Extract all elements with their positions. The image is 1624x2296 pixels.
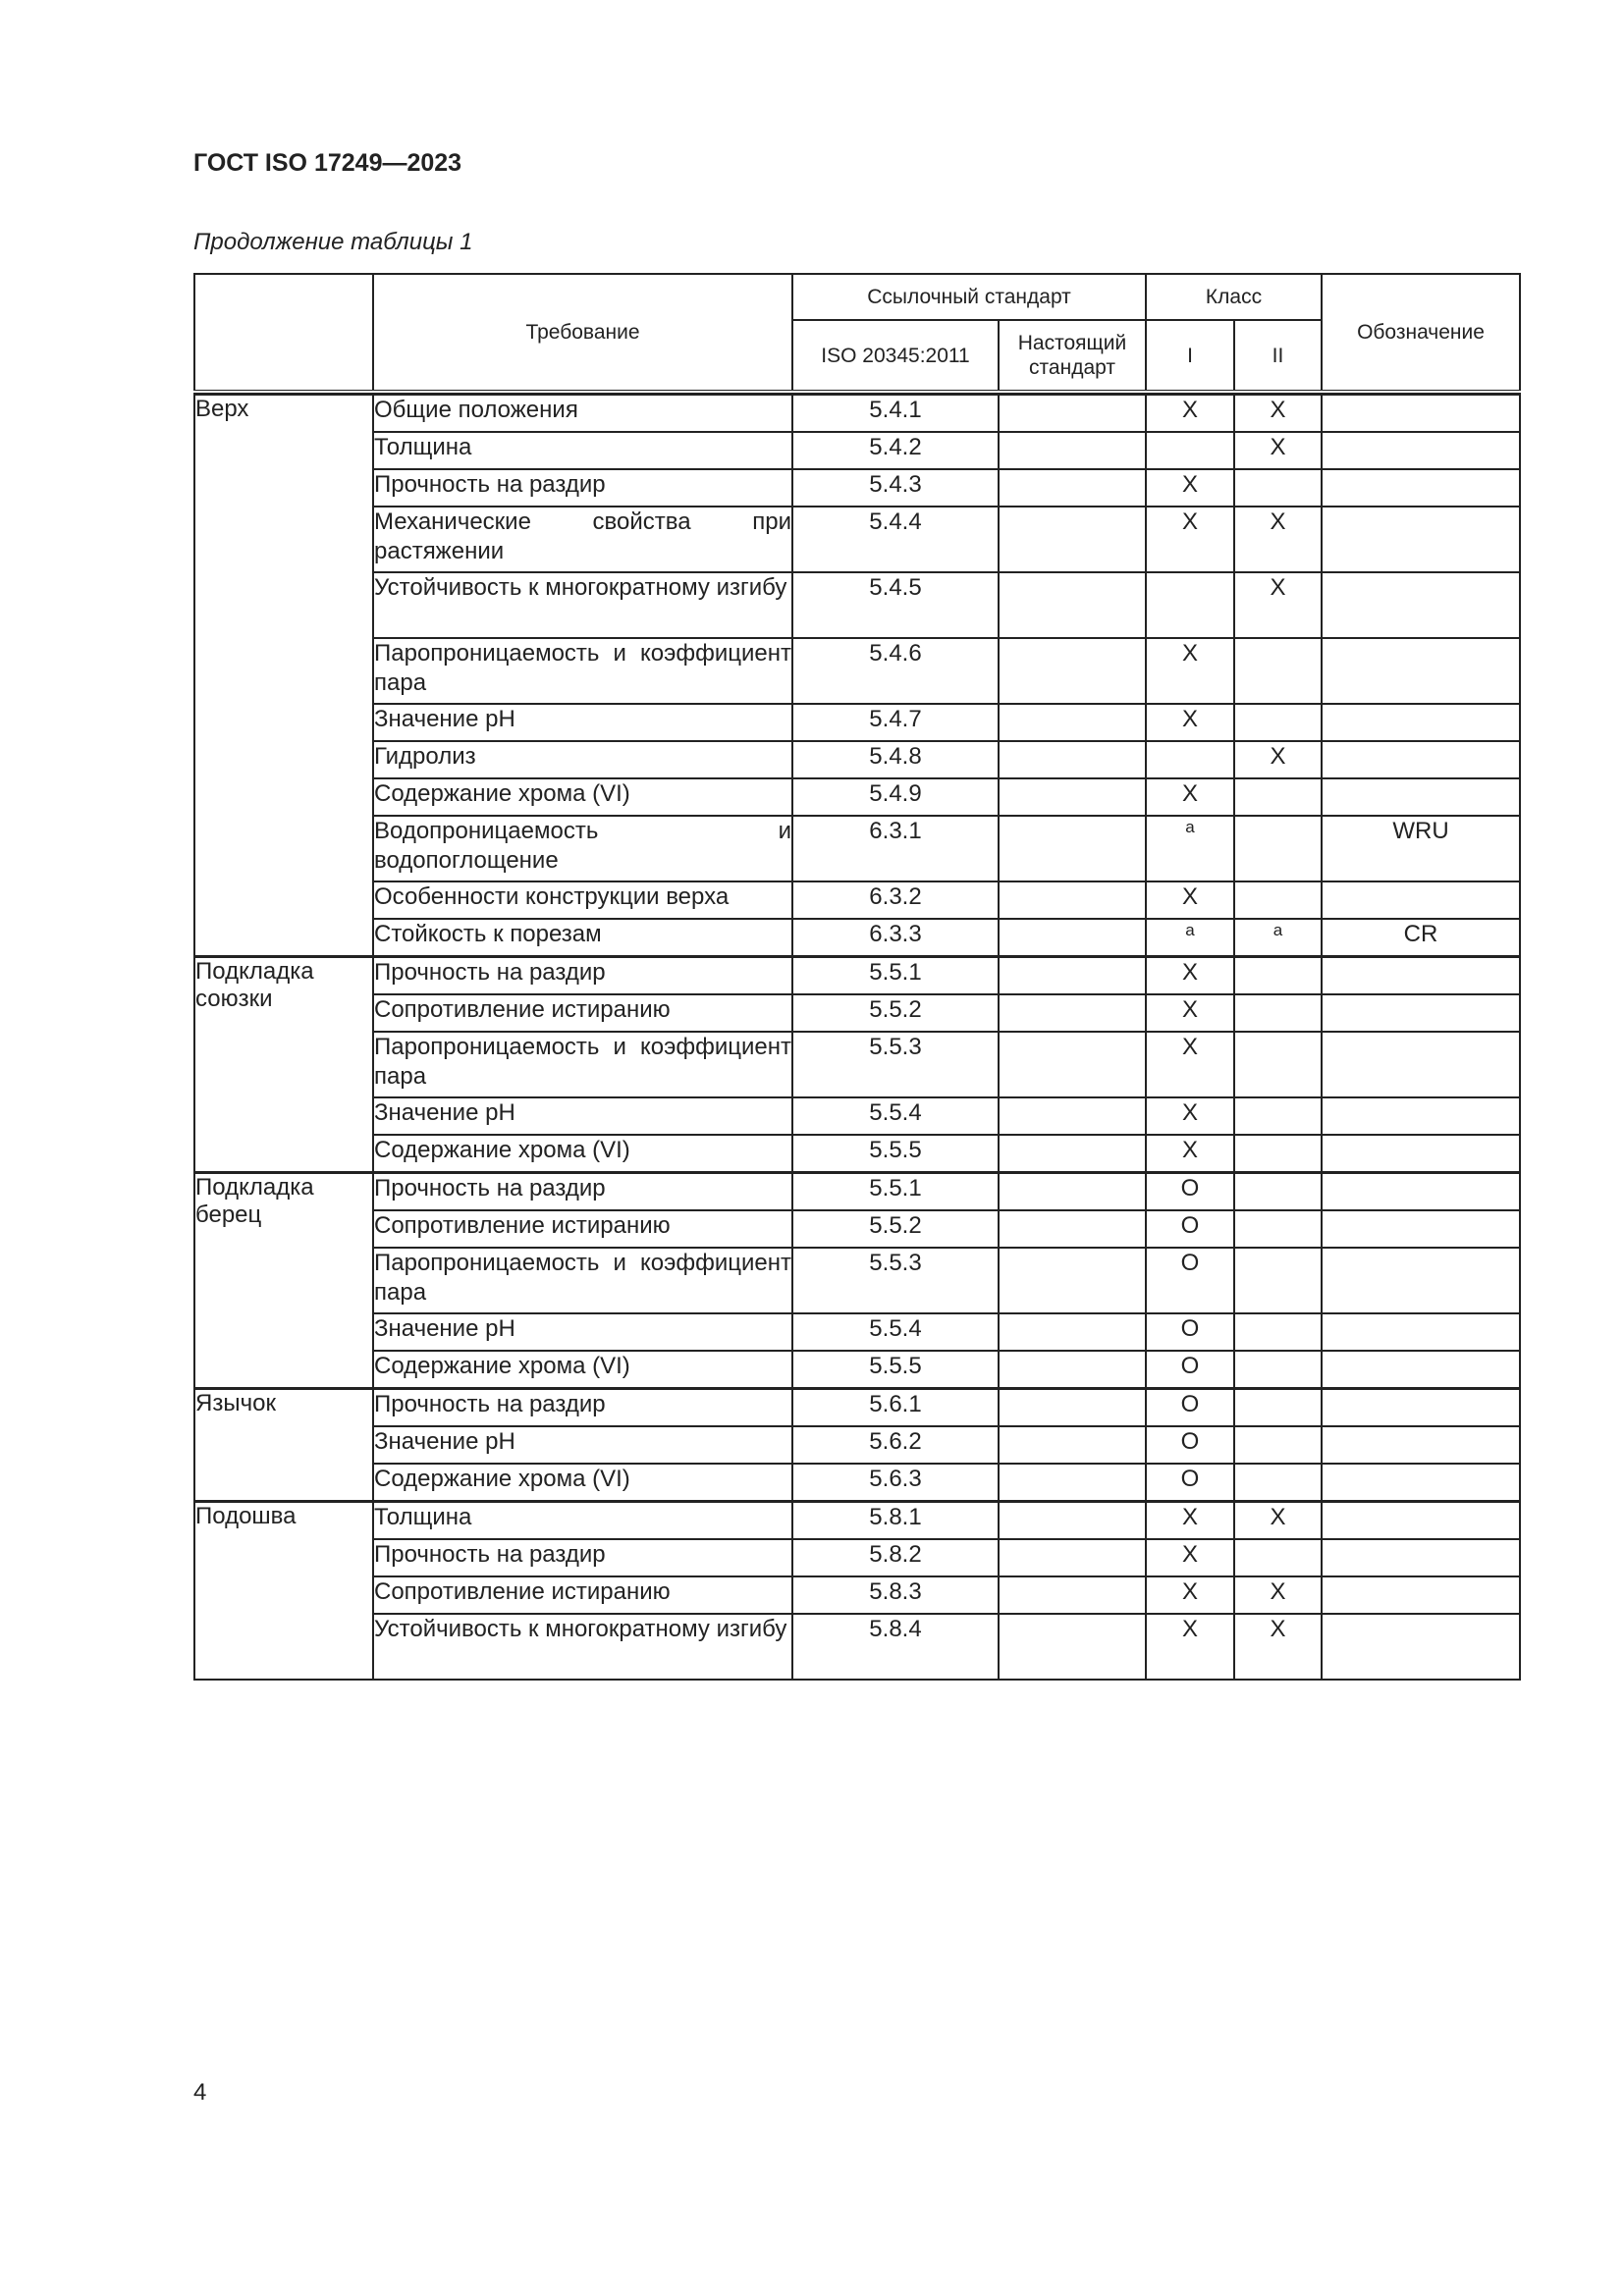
table-row (194, 1614, 1520, 1680)
header-class: Класс (1146, 274, 1322, 320)
requirement-cell: Водопроницаемость и водопоглощение (373, 816, 792, 881)
iso-clause-cell: 5.5.5 (792, 1135, 999, 1173)
designation-cell (1322, 881, 1520, 919)
current-standard-cell (999, 957, 1146, 995)
requirement-cell: Толщина (373, 1502, 792, 1540)
class-2-cell (1234, 778, 1322, 816)
iso-clause-cell: 5.4.7 (792, 704, 999, 741)
class-2-cell (1234, 1210, 1322, 1248)
current-standard-cell (999, 1248, 1146, 1313)
requirement-cell: Прочность на раздир (373, 1389, 792, 1427)
current-standard-cell (999, 1351, 1146, 1389)
designation-cell (1322, 1032, 1520, 1097)
header-iso: ISO 20345:2011 (792, 320, 999, 392)
current-standard-cell (999, 1614, 1146, 1680)
iso-clause-cell: 5.8.1 (792, 1502, 999, 1540)
table-row (194, 395, 1520, 432)
table-row (194, 704, 1520, 741)
table-row (194, 432, 1520, 469)
class-2-cell: X (1234, 1576, 1322, 1614)
class-1-cell: X (1146, 507, 1234, 572)
class-1-cell: X (1146, 1576, 1234, 1614)
footnote-mark: a (1185, 921, 1195, 939)
class-1-cell: O (1146, 1389, 1234, 1427)
current-standard-cell (999, 1502, 1146, 1540)
requirement-cell: Содержание хрома (VI) (373, 1351, 792, 1389)
iso-clause-cell: 5.6.1 (792, 1389, 999, 1427)
requirement-cell: Устойчивость к многократному изгибу (373, 1614, 792, 1680)
table-row (194, 994, 1520, 1032)
requirement-cell: Паропроницаемость и коэффициент пара (373, 1032, 792, 1097)
iso-clause-cell: 5.5.1 (792, 957, 999, 995)
designation-cell (1322, 572, 1520, 638)
designation-cell (1322, 1351, 1520, 1389)
class-2-cell (1234, 1426, 1322, 1464)
iso-clause-cell: 6.3.3 (792, 919, 999, 957)
designation-cell (1322, 469, 1520, 507)
table-row (194, 919, 1520, 957)
table-row (194, 1313, 1520, 1351)
iso-clause-cell: 5.4.9 (792, 778, 999, 816)
current-standard-cell (999, 469, 1146, 507)
footnote-mark: a (1272, 921, 1283, 939)
table-row (194, 1097, 1520, 1135)
table-row (194, 1135, 1520, 1173)
iso-clause-cell: 5.4.6 (792, 638, 999, 704)
class-1-cell: X (1146, 881, 1234, 919)
table-row (194, 1032, 1520, 1097)
class-1-cell (1146, 919, 1234, 957)
current-standard-cell (999, 994, 1146, 1032)
iso-clause-cell: 5.4.1 (792, 395, 999, 432)
document-code: ГОСТ ISO 17249—2023 (193, 149, 462, 177)
requirement-cell: Сопротивление истиранию (373, 994, 792, 1032)
designation-cell (1322, 778, 1520, 816)
requirement-cell: Особенности конструкции верха (373, 881, 792, 919)
current-standard-cell (999, 816, 1146, 881)
designation-cell (1322, 1614, 1520, 1680)
designation-cell (1322, 1576, 1520, 1614)
iso-clause-cell: 5.4.4 (792, 507, 999, 572)
class-2-cell (1234, 1248, 1322, 1313)
iso-clause-cell: 5.8.4 (792, 1614, 999, 1680)
class-2-cell (1234, 919, 1322, 957)
class-2-cell (1234, 1313, 1322, 1351)
class-1-cell: O (1146, 1426, 1234, 1464)
class-1-cell: O (1146, 1464, 1234, 1502)
table-row (194, 1351, 1520, 1389)
requirement-cell: Прочность на раздир (373, 957, 792, 995)
class-2-cell (1234, 1032, 1322, 1097)
designation-cell (1322, 1135, 1520, 1173)
current-standard-cell (999, 1210, 1146, 1248)
class-1-cell: X (1146, 469, 1234, 507)
class-2-cell: X (1234, 572, 1322, 638)
current-standard-cell (999, 1539, 1146, 1576)
table-row (194, 778, 1520, 816)
iso-clause-cell: 5.5.4 (792, 1313, 999, 1351)
designation-cell (1322, 741, 1520, 778)
iso-clause-cell: 6.3.1 (792, 816, 999, 881)
iso-clause-cell: 5.6.3 (792, 1464, 999, 1502)
current-standard-cell (999, 1389, 1146, 1427)
requirement-cell: Содержание хрома (VI) (373, 1135, 792, 1173)
class-1-cell (1146, 432, 1234, 469)
requirement-cell: Паропроницаемость и коэффициент пара (373, 638, 792, 704)
class-1-cell: O (1146, 1210, 1234, 1248)
current-standard-cell (999, 1032, 1146, 1097)
iso-clause-cell: 5.5.5 (792, 1351, 999, 1389)
requirement-cell: Значение pH (373, 1426, 792, 1464)
designation-cell (1322, 1313, 1520, 1351)
table-row (194, 957, 1520, 995)
class-1-cell: X (1146, 1097, 1234, 1135)
table-row (194, 572, 1520, 638)
iso-clause-cell: 5.5.2 (792, 994, 999, 1032)
current-standard-cell (999, 1576, 1146, 1614)
class-1-cell: X (1146, 1032, 1234, 1097)
requirement-cell: Устойчивость к многократному изгибу (373, 572, 792, 638)
header-designation: Обозначение (1322, 274, 1520, 392)
iso-clause-cell: 6.3.2 (792, 881, 999, 919)
current-standard-cell (999, 572, 1146, 638)
class-1-cell: O (1146, 1173, 1234, 1211)
table-row (194, 1539, 1520, 1576)
table-row (194, 638, 1520, 704)
designation-cell (1322, 1426, 1520, 1464)
requirement-cell: Сопротивление истиранию (373, 1576, 792, 1614)
designation-cell (1322, 704, 1520, 741)
current-standard-cell (999, 395, 1146, 432)
class-2-cell (1234, 1135, 1322, 1173)
table-row (194, 1502, 1520, 1540)
requirement-cell: Общие положения (373, 395, 792, 432)
header-class-1: I (1146, 320, 1234, 392)
current-standard-cell (999, 778, 1146, 816)
requirement-cell: Значение pH (373, 1313, 792, 1351)
requirement-cell: Прочность на раздир (373, 1539, 792, 1576)
requirement-cell: Сопротивление истиранию (373, 1210, 792, 1248)
class-2-cell (1234, 704, 1322, 741)
class-1-cell: X (1146, 638, 1234, 704)
iso-clause-cell: 5.6.2 (792, 1426, 999, 1464)
requirement-cell: Механические свойства при растяжении (373, 507, 792, 572)
requirement-cell: Прочность на раздир (373, 469, 792, 507)
designation-cell (1322, 1502, 1520, 1540)
page-number: 4 (193, 2079, 207, 2106)
current-standard-cell (999, 507, 1146, 572)
current-standard-cell (999, 1097, 1146, 1135)
class-1-cell: X (1146, 704, 1234, 741)
iso-clause-cell: 5.4.8 (792, 741, 999, 778)
current-standard-cell (999, 432, 1146, 469)
designation-cell: CR (1322, 919, 1520, 957)
current-standard-cell (999, 1426, 1146, 1464)
group-label: Подошва (194, 1502, 373, 1681)
class-2-cell: X (1234, 507, 1322, 572)
iso-clause-cell: 5.8.2 (792, 1539, 999, 1576)
designation-cell (1322, 432, 1520, 469)
table-row (194, 1173, 1520, 1211)
class-1-cell: O (1146, 1248, 1234, 1313)
class-1-cell: X (1146, 1502, 1234, 1540)
current-standard-cell (999, 1173, 1146, 1211)
class-2-cell (1234, 638, 1322, 704)
class-1-cell: O (1146, 1313, 1234, 1351)
requirement-cell: Содержание хрома (VI) (373, 778, 792, 816)
requirement-cell: Толщина (373, 432, 792, 469)
requirements-table (193, 273, 1521, 1681)
iso-clause-cell: 5.5.3 (792, 1248, 999, 1313)
table-row (194, 1426, 1520, 1464)
current-standard-cell (999, 704, 1146, 741)
current-standard-cell (999, 638, 1146, 704)
designation-cell: WRU (1322, 816, 1520, 881)
designation-cell (1322, 395, 1520, 432)
class-1-cell: X (1146, 778, 1234, 816)
group-label: Подкладка берец (194, 1173, 373, 1389)
header-requirement: Требование (373, 274, 792, 392)
class-2-cell (1234, 881, 1322, 919)
iso-clause-cell: 5.4.5 (792, 572, 999, 638)
designation-cell (1322, 957, 1520, 995)
designation-cell (1322, 507, 1520, 572)
class-2-cell (1234, 957, 1322, 995)
header-current-standard: Настоящий стандарт (999, 320, 1146, 392)
class-1-cell: X (1146, 395, 1234, 432)
designation-cell (1322, 1097, 1520, 1135)
current-standard-cell (999, 741, 1146, 778)
class-1-cell: X (1146, 994, 1234, 1032)
header-class-2: II (1234, 320, 1322, 392)
table-row (194, 741, 1520, 778)
class-1-cell (1146, 572, 1234, 638)
requirement-cell: Паропроницаемость и коэффициент пара (373, 1248, 792, 1313)
designation-cell (1322, 638, 1520, 704)
table-row (194, 881, 1520, 919)
footnote-mark: a (1185, 818, 1195, 836)
class-1-cell: X (1146, 1135, 1234, 1173)
class-2-cell (1234, 1389, 1322, 1427)
class-1-cell (1146, 816, 1234, 881)
designation-cell (1322, 1173, 1520, 1211)
class-2-cell: X (1234, 395, 1322, 432)
designation-cell (1322, 1210, 1520, 1248)
class-1-cell (1146, 741, 1234, 778)
current-standard-cell (999, 919, 1146, 957)
designation-cell (1322, 1389, 1520, 1427)
class-1-cell: X (1146, 1614, 1234, 1680)
table-row (194, 1248, 1520, 1313)
table-row (194, 816, 1520, 881)
requirement-cell: Значение pH (373, 704, 792, 741)
group-label: Язычок (194, 1389, 373, 1502)
class-2-cell (1234, 1539, 1322, 1576)
iso-clause-cell: 5.8.3 (792, 1576, 999, 1614)
table-caption: Продолжение таблицы 1 (193, 229, 473, 255)
requirement-cell: Стойкость к порезам (373, 919, 792, 957)
class-1-cell: O (1146, 1351, 1234, 1389)
requirement-cell: Содержание хрома (VI) (373, 1464, 792, 1502)
class-2-cell: X (1234, 1502, 1322, 1540)
class-2-cell (1234, 1464, 1322, 1502)
designation-cell (1322, 1248, 1520, 1313)
table-row (194, 1389, 1520, 1427)
iso-clause-cell: 5.5.3 (792, 1032, 999, 1097)
class-1-cell: X (1146, 957, 1234, 995)
class-1-cell: X (1146, 1539, 1234, 1576)
table-row (194, 1464, 1520, 1502)
current-standard-cell (999, 1464, 1146, 1502)
group-label: Подкладка союзки (194, 957, 373, 1173)
current-standard-cell (999, 1313, 1146, 1351)
class-2-cell: X (1234, 1614, 1322, 1680)
class-2-cell: X (1234, 741, 1322, 778)
iso-clause-cell: 5.4.2 (792, 432, 999, 469)
designation-cell (1322, 1539, 1520, 1576)
class-2-cell (1234, 1097, 1322, 1135)
iso-clause-cell: 5.5.4 (792, 1097, 999, 1135)
iso-clause-cell: 5.4.3 (792, 469, 999, 507)
table-row (194, 507, 1520, 572)
designation-cell (1322, 1464, 1520, 1502)
class-2-cell (1234, 469, 1322, 507)
table-row (194, 1210, 1520, 1248)
header-part (194, 274, 373, 392)
class-2-cell (1234, 816, 1322, 881)
header-ref-standard: Ссылочный стандарт (792, 274, 1146, 320)
current-standard-cell (999, 881, 1146, 919)
table-row (194, 469, 1520, 507)
requirement-cell: Прочность на раздир (373, 1173, 792, 1211)
class-2-cell (1234, 1351, 1322, 1389)
requirement-cell: Гидролиз (373, 741, 792, 778)
class-2-cell: X (1234, 432, 1322, 469)
requirement-cell: Значение pH (373, 1097, 792, 1135)
designation-cell (1322, 994, 1520, 1032)
class-2-cell (1234, 1173, 1322, 1211)
iso-clause-cell: 5.5.2 (792, 1210, 999, 1248)
group-label: Верх (194, 395, 373, 957)
current-standard-cell (999, 1135, 1146, 1173)
iso-clause-cell: 5.5.1 (792, 1173, 999, 1211)
table-row (194, 1576, 1520, 1614)
class-2-cell (1234, 994, 1322, 1032)
